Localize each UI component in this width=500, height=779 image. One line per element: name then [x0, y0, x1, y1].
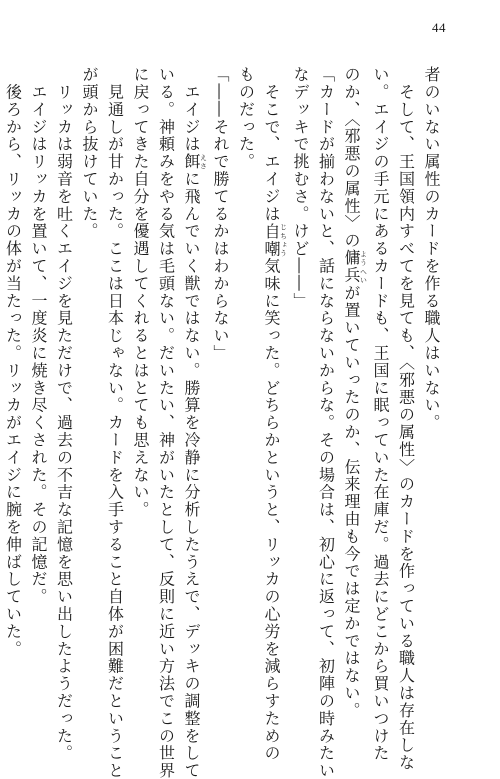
text-line: なデッキで挑むさ。けど――」: [291, 66, 310, 310]
text-line: いる。神頼みをやる気は毛頭ない。だいたい、神がいたとして、反則に近い方法でこの世界: [156, 66, 176, 779]
text-line: ものだった。: [236, 66, 256, 171]
furigana: 自嘲じちょう: [262, 222, 288, 258]
page-number: 44: [432, 20, 446, 35]
text-line: が頭から抜けていた。: [80, 66, 99, 240]
text-line: エイジはリッカを置いて、一度炎に焼き尽くされた。その記憶だ。: [29, 66, 48, 606]
text-line: そこで、エイジは自嘲じちょう気味に笑った。どちらかというと、リッカの心労を減らすための: [262, 66, 288, 763]
text-line: に戻ってきた自分を優遇してくれるとはとても思えない。: [131, 66, 150, 519]
text-line: エイジは餌えさに飛んでいく獣ではない。勝算を冷静に分析したうえで、デッキの調整をして: [182, 66, 208, 779]
furigana: 餌えさ: [182, 153, 208, 171]
text-line: のか、〈邪悪の属性〉の傭兵ようへいが置いていったのか、伝来理由も今では定かではない。: [342, 66, 368, 720]
text-line: そして、王国領内すべてを見ても、〈邪悪の属性〉のカードを作っている職人は存在しな: [396, 66, 416, 772]
text-line: 者のいない属性のカードを作る職人はいない。: [422, 66, 441, 432]
body-text: [3, 66, 444, 779]
text-line: 見通しが甘かった。ここは日本じゃない。カードを入手すること自体が困難だということ: [105, 66, 125, 779]
text-line: 「――それで勝てるかはわからない」: [211, 66, 230, 362]
text-line: 後ろから、リッカの体が当たった。リッカがエイジに腕を伸ばしていた。: [3, 66, 23, 658]
text-line: 「カードが揃わないと、話にならないからな。その場合は、初心に返って、初陣の時みたい: [316, 66, 336, 779]
furigana: 傭兵ようへい: [342, 249, 368, 285]
text-line: リッカは弱音を吐くエイジを見ただけで、過去の不吉な記憶を思い出したようだった。: [54, 66, 74, 762]
text-line: い。エイジの手元にあるカードも、王国に眠っていた在庫だ。過去にどこから買いつけた: [371, 66, 390, 762]
